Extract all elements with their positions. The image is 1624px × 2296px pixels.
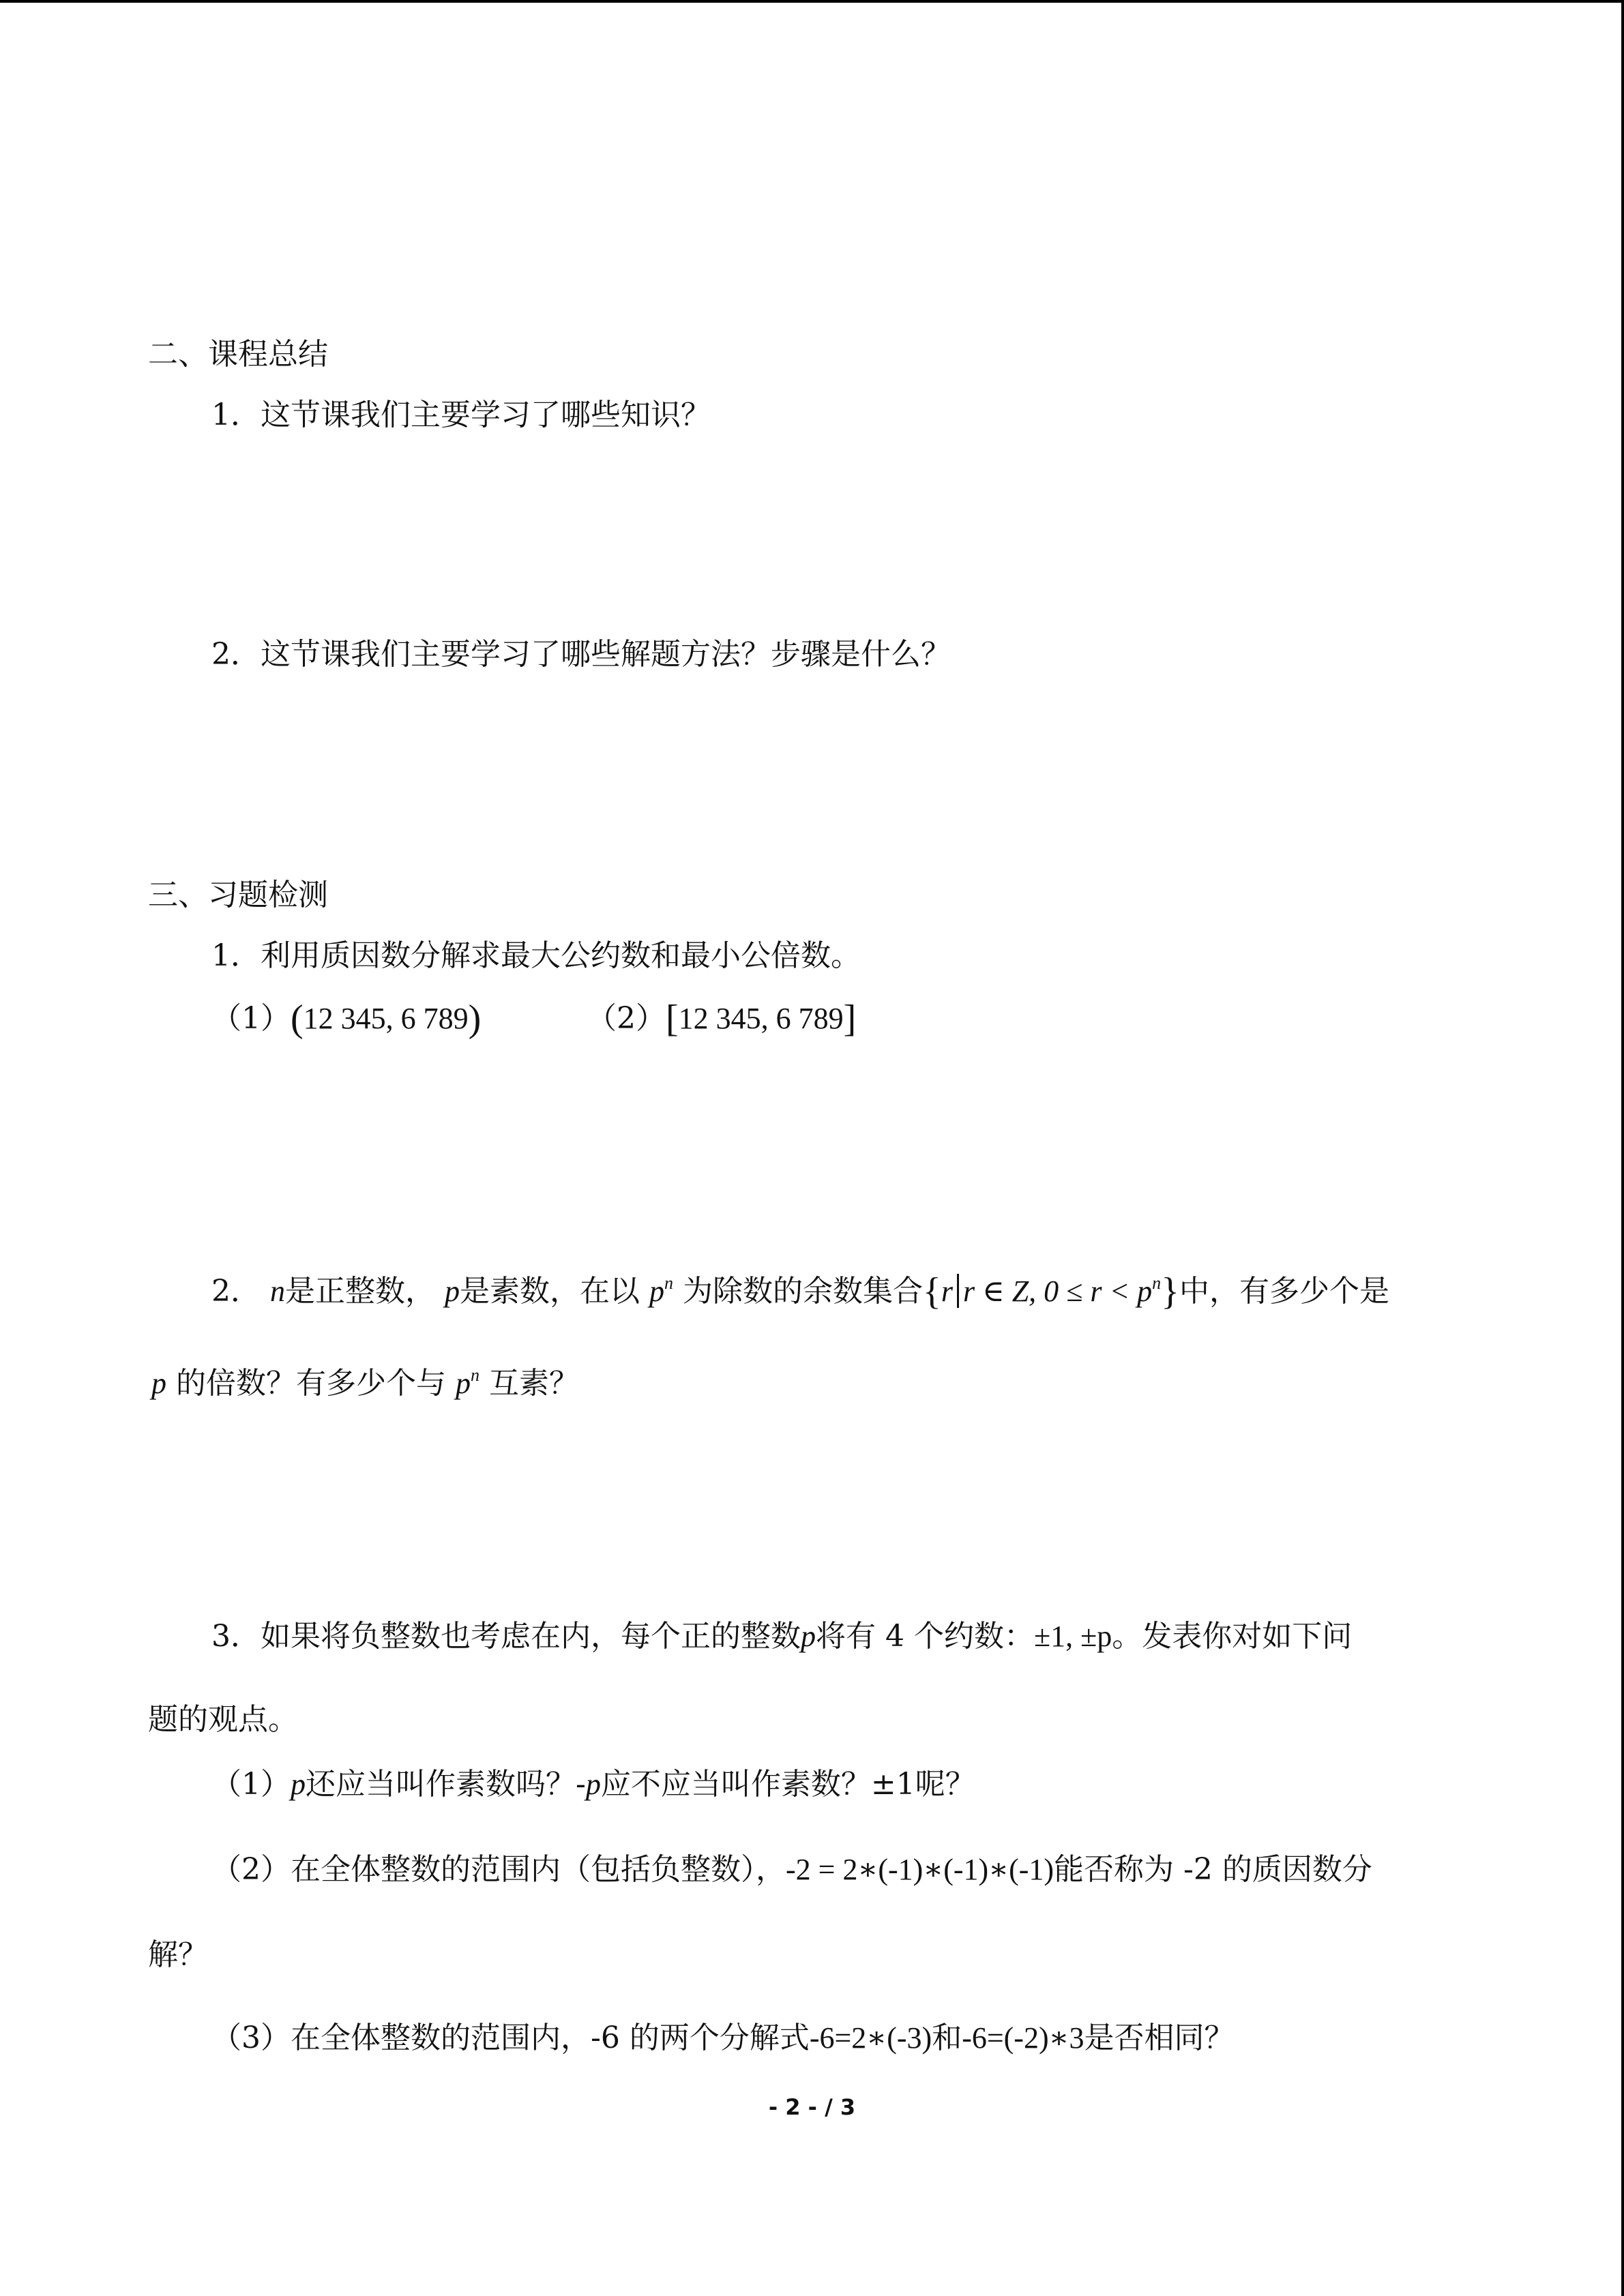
text: 解？ <box>148 1937 208 1972</box>
exercise-question-3-line-2 <box>148 1698 298 1742</box>
var-p: p <box>291 1768 306 1801</box>
factorization-expression-2: -6=(-2)∗3 <box>962 2021 1084 2055</box>
text: 和 <box>932 2021 962 2055</box>
text: 3．如果将负整数也考虑在内，每个正的整数 <box>211 1619 801 1654</box>
text: 是否相同？ <box>1084 2021 1235 2055</box>
text: 是正整数， <box>285 1274 435 1309</box>
var-p: p <box>585 1768 601 1801</box>
exercise-1-part-2 <box>587 997 856 1041</box>
exercise-question-2-line-1 <box>211 1262 1389 1313</box>
question-text: 1．这节课我们主要学习了哪些知识？ <box>211 398 711 432</box>
var-p: p <box>445 1274 460 1308</box>
text: 为除数的余数集合 <box>683 1274 923 1309</box>
page-border-top <box>0 0 1624 3</box>
summary-question-2 <box>211 633 951 676</box>
summary-question-1 <box>211 393 711 437</box>
var-p: p <box>456 1367 471 1400</box>
page-border-right <box>1621 0 1624 2296</box>
paren-close: ) <box>468 998 482 1040</box>
question-text: 2．这节课我们主要学习了哪些解题方法？步骤是什么？ <box>211 637 951 672</box>
exercise-question-1 <box>211 934 861 978</box>
factorization-expression-1: -6=2∗(-3) <box>809 2021 932 2055</box>
sup-n: n <box>471 1365 479 1385</box>
page-number: - 2 - / 3 <box>768 2094 856 2120</box>
bracket-close: ] <box>843 998 857 1040</box>
var-p: p <box>801 1620 816 1653</box>
paren-open: ( <box>291 998 304 1040</box>
part-label: （2） <box>587 1001 666 1036</box>
text: 是素数，在以 <box>460 1274 640 1309</box>
exercise-1-part-1 <box>211 997 481 1041</box>
sup-n: n <box>664 1273 673 1293</box>
text: 能否称为 -2 的质因数分 <box>1054 1852 1372 1887</box>
text: 中，有多少个是 <box>1179 1274 1390 1309</box>
gcd-expression: 12 345, 6 789 <box>303 1002 469 1035</box>
exercise-3-sub-2-line-2 <box>148 1933 208 1977</box>
part-label: （1） <box>211 1001 291 1036</box>
set-bar <box>957 1274 959 1308</box>
brace-open: { <box>923 1270 941 1313</box>
heading-text: 三、习题检测 <box>148 878 328 912</box>
text: 互素？ <box>489 1366 579 1401</box>
sup-n: n <box>1152 1273 1162 1293</box>
question-number: 2． <box>211 1274 261 1309</box>
exercise-3-sub-2 <box>211 1848 1372 1892</box>
lcm-expression: 12 345, 6 789 <box>678 1002 844 1035</box>
section-heading-summary <box>148 333 328 376</box>
text: 的倍数？有多少个与 <box>176 1366 446 1401</box>
text: （3）在全体整数的范围内，-6 的两个分解式 <box>211 2021 810 2055</box>
text: 将有 4 个约数： <box>816 1619 1034 1654</box>
bracket-open: [ <box>666 998 679 1040</box>
text: 应不应当叫作素数？±1呢？ <box>600 1767 975 1802</box>
var-r: r <box>941 1274 954 1308</box>
text: 。发表你对如下问 <box>1112 1619 1353 1654</box>
part-label: （1） <box>211 1767 291 1802</box>
factorization-expression: -2 = 2∗(-1)∗(-1)∗(-1) <box>786 1853 1054 1886</box>
section-heading-exercises <box>148 874 328 917</box>
brace-close: } <box>1161 1270 1180 1313</box>
exercise-question-2-line-2 <box>151 1354 579 1405</box>
divisors-expression: ±1, ±p <box>1033 1620 1112 1653</box>
exercise-3-sub-1 <box>211 1763 975 1806</box>
var-p: p <box>649 1274 664 1308</box>
heading-text: 二、课程总结 <box>148 337 328 372</box>
text: 题的观点。 <box>148 1702 298 1737</box>
set-condition: r ∈ Z, 0 ≤ r < p <box>963 1274 1153 1308</box>
exercise-3-sub-3 <box>211 2016 1235 2060</box>
question-text: 1．利用质因数分解求最大公约数和最小公倍数。 <box>211 938 861 973</box>
exercise-question-3-line-1 <box>211 1615 1352 1658</box>
var-p: p <box>151 1367 166 1400</box>
var-n: n <box>270 1274 285 1308</box>
text: （2）在全体整数的范围内（包括负整数）， <box>211 1852 786 1887</box>
text: 还应当叫作素数吗？- <box>306 1767 586 1802</box>
